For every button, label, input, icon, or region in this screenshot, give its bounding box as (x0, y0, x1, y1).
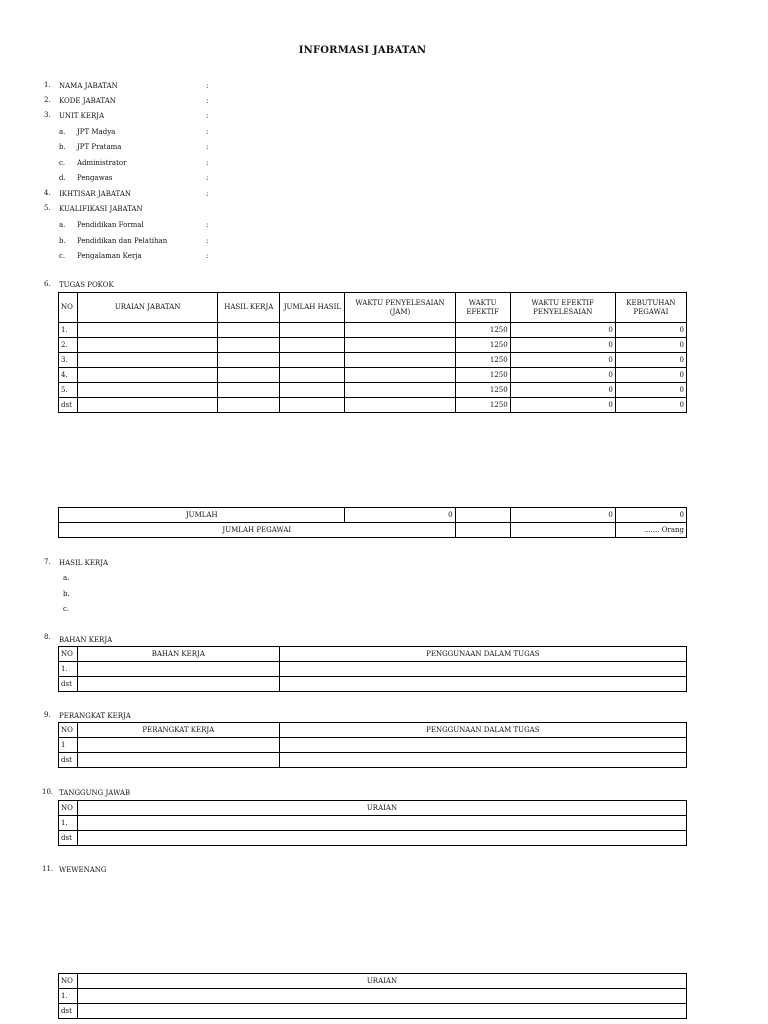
item-number: c. (59, 159, 66, 167)
waktu-efektif: 1250 (455, 323, 510, 338)
row-number: dst (59, 398, 78, 413)
table-row (59, 383, 687, 398)
col-header-waktu-efektif-penyelesaian: WAKTU EFEKTIF PENYELESAIAN (510, 293, 615, 323)
hasil-kerja-sub-b: b. (63, 590, 70, 598)
bahan-kerja-table (58, 646, 687, 692)
section-number: 8. (44, 633, 51, 641)
row-number: 1. (59, 989, 78, 1004)
kebutuhan-pegawai: 0 (615, 398, 686, 413)
item-label: JPT Pratama (77, 143, 122, 151)
item-label: Pendidikan Formal (77, 221, 144, 229)
col-header-no: NO (59, 974, 78, 989)
empty-cell (280, 338, 345, 353)
item-colon: : (206, 128, 209, 136)
jumlah-wep: 0 (510, 508, 615, 523)
item-number: a. (59, 128, 66, 136)
col-header-jumlah-hasil: JUMLAH HASIL (280, 293, 345, 323)
kebutuhan-pegawai: 0 (615, 368, 686, 383)
empty-cell (345, 398, 455, 413)
col-header-no: NO (59, 647, 78, 662)
tanggung-jawab-table (58, 800, 687, 846)
row-number: 5. (59, 383, 78, 398)
section-label-tugas-pokok: TUGAS POKOK (59, 281, 114, 289)
row-number: dst (59, 1004, 78, 1019)
kebutuhan-pegawai: 0 (615, 323, 686, 338)
item-label: UNIT KERJA (59, 112, 105, 120)
jumlah-kp: 0 (615, 508, 686, 523)
item-number: 3. (44, 111, 51, 119)
table-row (59, 338, 687, 353)
item-colon: : (206, 97, 209, 105)
hasil-kerja-sub-c: c. (63, 605, 70, 613)
section-label-hasil-kerja: HASIL KERJA (59, 559, 109, 567)
row-number: 4. (59, 368, 78, 383)
item-number: 4. (44, 189, 51, 197)
empty-cell (78, 368, 218, 383)
tugas-pokok-table (58, 292, 687, 413)
item-label: Pengawas (77, 174, 113, 182)
waktu-efektif-penyelesaian: 0 (510, 353, 615, 368)
item-number: 2. (44, 96, 51, 104)
empty-cell (218, 398, 280, 413)
waktu-efektif-penyelesaian: 0 (510, 368, 615, 383)
empty-cell (280, 383, 345, 398)
empty-cell (345, 368, 455, 383)
row-number: 2. (59, 338, 78, 353)
pegawai-cell-empty (510, 523, 615, 538)
empty-cell (78, 353, 218, 368)
page-title: INFORMASI JABATAN (298, 45, 427, 56)
item-colon: : (206, 143, 209, 151)
item-number: b. (59, 143, 66, 151)
jumlah-pegawai-value: ....... Orang (615, 523, 686, 538)
row-number: 1. (59, 323, 78, 338)
item-label: KODE JABATAN (59, 97, 116, 105)
row-number: 1. (59, 816, 78, 831)
waktu-efektif: 1250 (455, 353, 510, 368)
item-number: 5. (44, 204, 51, 212)
col-header-no: NO (59, 293, 78, 323)
item-label: Administrator (77, 159, 127, 167)
col-header-waktu-efektif: WAKTU EFEKTIF (455, 293, 510, 323)
kebutuhan-pegawai: 0 (615, 383, 686, 398)
kebutuhan-pegawai: 0 (615, 338, 686, 353)
empty-cell (218, 353, 280, 368)
waktu-efektif: 1250 (455, 383, 510, 398)
section-label-wewenang: WEWENANG (59, 866, 107, 874)
waktu-efektif: 1250 (455, 368, 510, 383)
totals-table (58, 507, 687, 538)
item-number: a. (59, 221, 66, 229)
item-colon: : (206, 190, 209, 198)
item-colon: : (206, 252, 209, 260)
empty-cell (345, 323, 455, 338)
item-colon: : (206, 159, 209, 167)
row-number: dst (59, 677, 78, 692)
row-number: dst (59, 831, 78, 846)
jumlah-cell-empty (455, 508, 510, 523)
waktu-efektif: 1250 (455, 338, 510, 353)
empty-cell (218, 383, 280, 398)
col-header-uraian: URAIAN (77, 974, 686, 989)
section-label-bahan-kerja: BAHAN KERJA (59, 636, 113, 644)
item-colon: : (206, 82, 209, 90)
item-label: KUALIFIKASI JABATAN (59, 205, 143, 213)
waktu-efektif-penyelesaian: 0 (510, 398, 615, 413)
section-label-perangkat-kerja: PERANGKAT KERJA (59, 712, 131, 720)
empty-cell (280, 368, 345, 383)
col-header-waktu-penyelesaian: WAKTU PENYELESAIAN (JAM) (345, 293, 455, 323)
section-number: 10. (42, 788, 54, 796)
row-number: 1. (59, 662, 78, 677)
pegawai-cell-empty (455, 523, 510, 538)
row-number: 1 (59, 738, 78, 753)
table-row (59, 353, 687, 368)
section-number: 9. (44, 711, 51, 719)
empty-cell (218, 323, 280, 338)
row-number: dst (59, 753, 78, 768)
table-row (59, 368, 687, 383)
waktu-efektif-penyelesaian: 0 (510, 383, 615, 398)
empty-cell (78, 338, 218, 353)
col-header-penggunaan: PENGGUNAAN DALAM TUGAS (279, 647, 686, 662)
item-label: NAMA JABATAN (59, 82, 118, 90)
item-number: b. (59, 237, 66, 245)
empty-cell (280, 323, 345, 338)
item-colon: : (206, 221, 209, 229)
table-row (59, 323, 687, 338)
col-header-no: NO (59, 801, 78, 816)
item-colon: : (206, 174, 209, 182)
col-header-hasil-kerja: HASIL KERJA (218, 293, 280, 323)
hasil-kerja-sub-a: a. (63, 574, 70, 582)
item-colon: : (206, 112, 209, 120)
item-number: 1. (44, 81, 51, 89)
empty-cell (218, 338, 280, 353)
jumlah-value: 0 (345, 508, 455, 523)
jumlah-label: JUMLAH (59, 508, 345, 523)
col-header-uraian: URAIAN (77, 801, 686, 816)
table-row (59, 398, 687, 413)
perangkat-kerja-table (58, 722, 687, 768)
item-label: Pendidikan dan Pelatihan (77, 237, 168, 245)
item-label: IKHTISAR JABATAN (59, 190, 132, 198)
kebutuhan-pegawai: 0 (615, 353, 686, 368)
section-number: 6. (44, 280, 51, 288)
section-label-tanggung-jawab: TANGGUNG JAWAB (59, 789, 131, 797)
item-number: d. (59, 174, 66, 182)
empty-cell (78, 323, 218, 338)
jumlah-pegawai-label: JUMLAH PEGAWAI (59, 523, 456, 538)
item-label: Pengalaman Kerja (77, 252, 142, 260)
empty-cell (345, 383, 455, 398)
col-header-uraian-jabatan: URAIAN JABATAN (78, 293, 218, 323)
empty-cell (218, 368, 280, 383)
col-header-kebutuhan-pegawai: KEBUTUHAN PEGAWAI (615, 293, 686, 323)
empty-cell (280, 353, 345, 368)
waktu-efektif-penyelesaian: 0 (510, 323, 615, 338)
empty-cell (345, 353, 455, 368)
col-header-no: NO (59, 723, 78, 738)
item-label: JPT Madya (77, 128, 116, 136)
empty-cell (78, 398, 218, 413)
section-number: 7. (44, 558, 51, 566)
item-number: c. (59, 252, 66, 260)
section-number: 11. (42, 865, 54, 873)
wewenang-table (58, 973, 687, 1019)
waktu-efektif-penyelesaian: 0 (510, 338, 615, 353)
col-header-perangkat-kerja: PERANGKAT KERJA (77, 723, 279, 738)
col-header-penggunaan: PENGGUNAAN DALAM TUGAS (279, 723, 686, 738)
empty-cell (280, 398, 345, 413)
col-header-bahan-kerja: BAHAN KERJA (77, 647, 279, 662)
row-number: 3. (59, 353, 78, 368)
empty-cell (78, 383, 218, 398)
waktu-efektif: 1250 (455, 398, 510, 413)
empty-cell (345, 338, 455, 353)
item-colon: : (206, 237, 209, 245)
